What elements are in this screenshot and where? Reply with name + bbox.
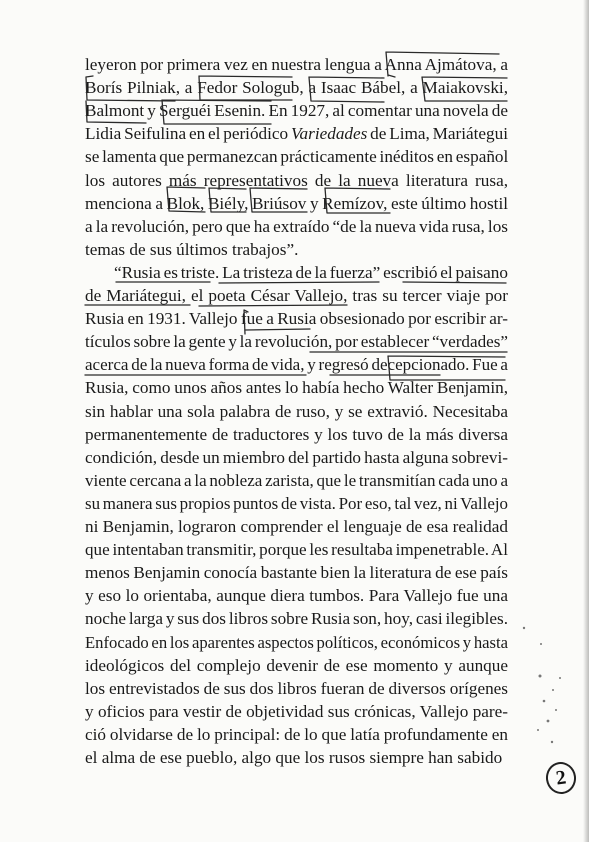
text-line: y eso lo orientaba, aunque diera tumbos. Para Vallejo fue una xyxy=(85,586,508,606)
text-line: condición, desde un miembro del partido hasta alguna sobrevi- xyxy=(85,447,508,467)
text-line: tículos sobre la gente y la revolución, por establecer “verdades” xyxy=(85,332,508,352)
text-line: Enfocado en los aparentes aspectos políticos, económicos y hasta xyxy=(85,632,508,652)
text-line: Rusia, como unos años antes lo había hecho Walter Benjamin, xyxy=(85,378,508,398)
page-number-circled: 2 xyxy=(544,760,578,796)
text-line: el alma de ese pueblo, algo que los rusos siempre han sabido xyxy=(85,748,503,767)
text-line: los entrevistados de sus dos libros fueran de diversos orígenes xyxy=(85,678,508,698)
text-line: Borís Pilniak, a Fedor Sologub, a Isaac Bábel, a Maiakovski, xyxy=(85,78,508,98)
text-line: de Mariátegui, el poeta César Vallejo, tras su tercer viaje por xyxy=(85,286,508,305)
text-line: y oficios para vestir de objetividad sus crónicas, Vallejo pare- xyxy=(85,701,508,721)
text-line: sin hablar una sola palabra de ruso, y se extravió. Necesitaba xyxy=(85,401,508,421)
text-line: a la revolución, pero que ha extraído “de la nueva vida rusa, los xyxy=(85,216,508,236)
text-line: viente cercana a la nobleza zarista, que le transmitían cada uno a xyxy=(85,470,508,490)
text-line: Rusia en 1931. Vallejo fue a Rusia obsesionado por escribir ar- xyxy=(85,309,508,329)
text-line: ni Benjamin, lograron comprender el lenguaje de esa realidad xyxy=(85,517,508,536)
text-line: leyeron por primera vez en nuestra lengua a Anna Ajmátova, a xyxy=(85,55,508,74)
text-line: permanentemente de traductores y los tuvo de la más diversa xyxy=(85,424,508,444)
text-line: menos Benjamin conocía bastante bien la literatura de ese país xyxy=(85,563,508,583)
text-line: ideológicos del complejo devenir de ese momento y aunque xyxy=(85,655,508,675)
text-line: Balmont y Serguéi Esenin. En 1927, al comentar una novela de xyxy=(85,101,508,121)
text-line: temas de sus últimos trabajos”. xyxy=(85,239,299,259)
text-line: su manera sus propios puntos de vista. Por eso, tal vez, ni Vallejo xyxy=(85,493,508,513)
text-line: ció olvidarse de lo principal: de lo que latía profundamente en xyxy=(85,724,508,744)
text-line: noche larga y sus dos libros sobre Rusia son, hoy, casi ilegibles. xyxy=(85,609,508,629)
text-line: menciona a Blok, Biély, Briúsov y Remízov, este último hostil xyxy=(85,193,508,213)
text-line: los autores más representativos de la nueva literatura rusa, xyxy=(85,170,508,190)
text-line: Lidia Seifulina en el periódico Variedades de Lima, Mariátegui xyxy=(85,124,508,144)
text-line: “Rusia es triste. La tristeza de la fuerza” escribió el paisano xyxy=(114,262,508,282)
text-line: acerca de la nueva forma de vida, y regresó decepcionado. Fue a xyxy=(85,355,508,375)
text-line: se lamenta que permanezcan prácticamente inéditos en español xyxy=(85,147,509,167)
scan-edge-shadow xyxy=(583,0,589,842)
text-line: que intentaban transmitir, porque les resultaba impenetrable. Al xyxy=(85,540,508,560)
